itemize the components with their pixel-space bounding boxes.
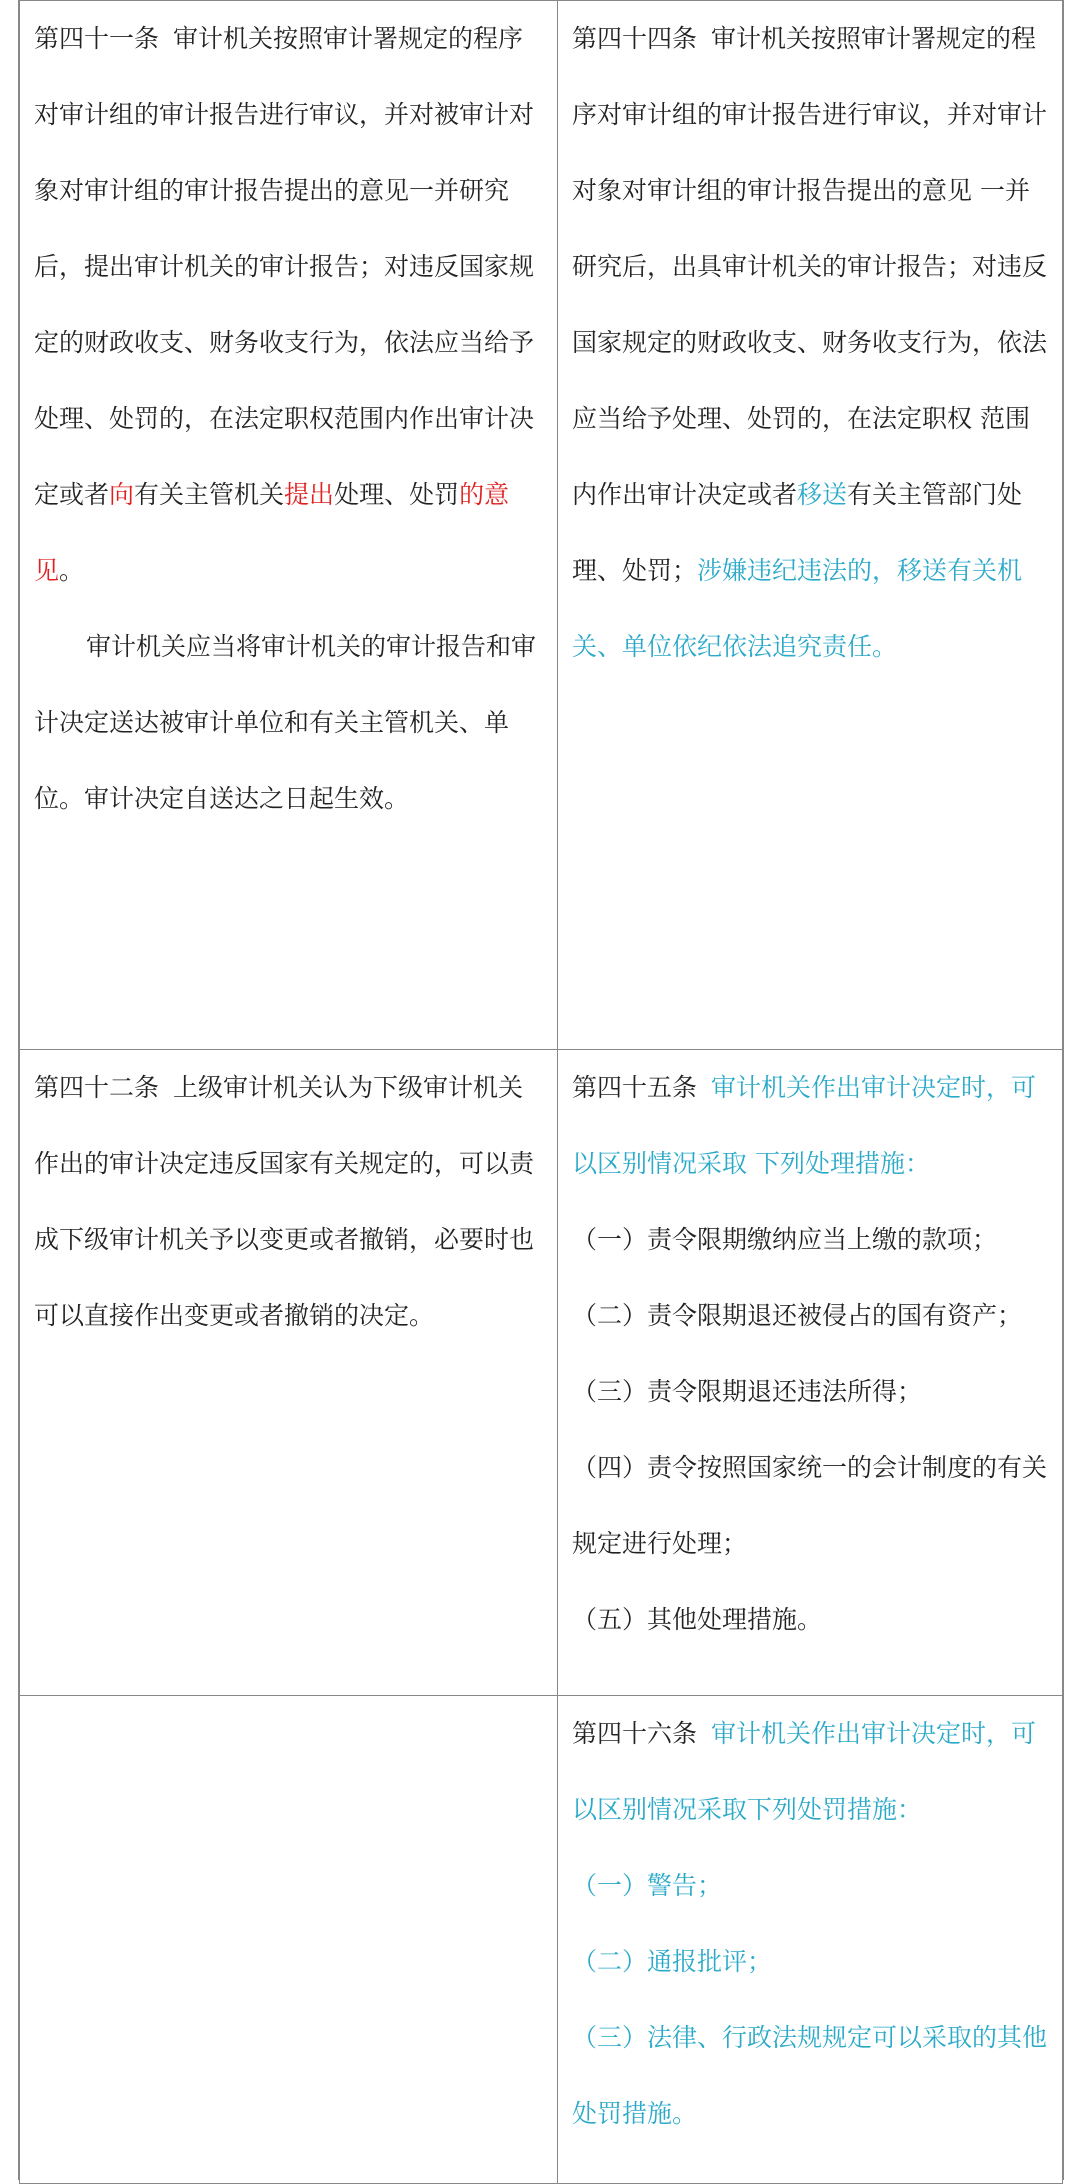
deleted-text: 提出 [284,480,335,509]
article-text: 审计机关按照审计署规定的程序对审计组的审计报告进行审议，并对审计对象对审计组的审计报告提出的意见 一并研究后，出具审计机关的审计报告；对违反国家规定的财政收支、财务收支行为，依法应当给予处理、处罚的，在法定职权 范围内作出审计决定或者 [572,24,1048,509]
list-item: （三）责令限期退还违法所得； [572,1377,923,1406]
deleted-text: 向 [109,480,135,509]
list-item: （一）警告； [572,1871,723,1900]
new-article-45-cell [558,1050,1063,1696]
list-item: （二）责令限期退还被侵占的国有资产； [572,1301,1023,1330]
list-item: （五）其他处理措施。 [572,1605,823,1634]
article-text: 审计机关按照审计署规定的程序对审计组的审计报告进行审议，并对被审计对象对审计组的审计报告提出的意见一并研究后，提出审计机关的审计报告；对违反国家规定的财政收支、财务收支行为，依法应当给予处理、处罚的，在法定职权范围内作出审计决定或者 [34,24,535,509]
article-number: 第四十一条 [34,24,160,53]
article-text: 处理、处罚 [334,480,460,509]
article-text: 有关主管机关 [134,480,285,509]
old-article-42-paragraph [34,1050,543,1354]
list-item: （一）责令限期缴纳应当上缴的款项； [572,1225,998,1254]
old-article-41-paragraph [34,1,543,609]
article-number: 第四十六条 [572,1719,698,1748]
list-item: （三）法律、行政法规规定可以采取的其他处罚措施。 [572,2023,1048,2128]
deleted-text: 的意见 [34,480,510,585]
article-number: 第四十二条 [34,1073,160,1102]
article-text: 。 [59,556,85,585]
list-item: （四）责令按照国家统一的会计制度的有关规定进行处理； [572,1453,1048,1558]
table-row [20,1696,1063,2184]
added-text: 审计机关作出审计决定时，可以区别情况采取下列处罚措施： [572,1719,1037,1824]
new-article-46-intro [572,1696,1048,1848]
old-article-41-cell [20,1,558,1050]
old-article-42-cell [20,1050,558,1696]
added-text: 移送 [797,480,848,509]
added-text: 涉嫌违纪违法的，移送有关机关、单位依纪依法追究责任。 [572,556,1023,661]
article-text: 有关主管部门处理、处罚； [572,480,1023,585]
comparison-sheet [18,0,1064,2180]
new-article-46-cell [558,1696,1063,2184]
article-text: 上级审计机关认为下级审计机关作出的审计决定违反国家有关规定的，可以责成下级审计机关予以变更或者撤销，必要时也可以直接作出变更或者撤销的决定。 [34,1073,535,1330]
empty-cell [20,1696,558,2184]
new-article-44-paragraph [572,1,1048,685]
new-article-45-intro [572,1050,1048,1202]
old-article-41-paragraph-2: 审计机关应当将审计机关的审计报告和审计决定送达被审计单位和有关主管机关、单位。审计决定自送达之日起生效。 [34,632,537,813]
list-item: （二）通报批评； [572,1947,773,1976]
added-text: 审计机关作出审计决定时，可以区别情况采取 下列处理措施： [572,1073,1037,1178]
table-row [20,1,1063,1050]
article-number: 第四十四条 [572,24,698,53]
article-number: 第四十五条 [572,1073,698,1102]
law-comparison-table [19,0,1063,2184]
table-row [20,1050,1063,1696]
new-article-44-cell [558,1,1063,1050]
